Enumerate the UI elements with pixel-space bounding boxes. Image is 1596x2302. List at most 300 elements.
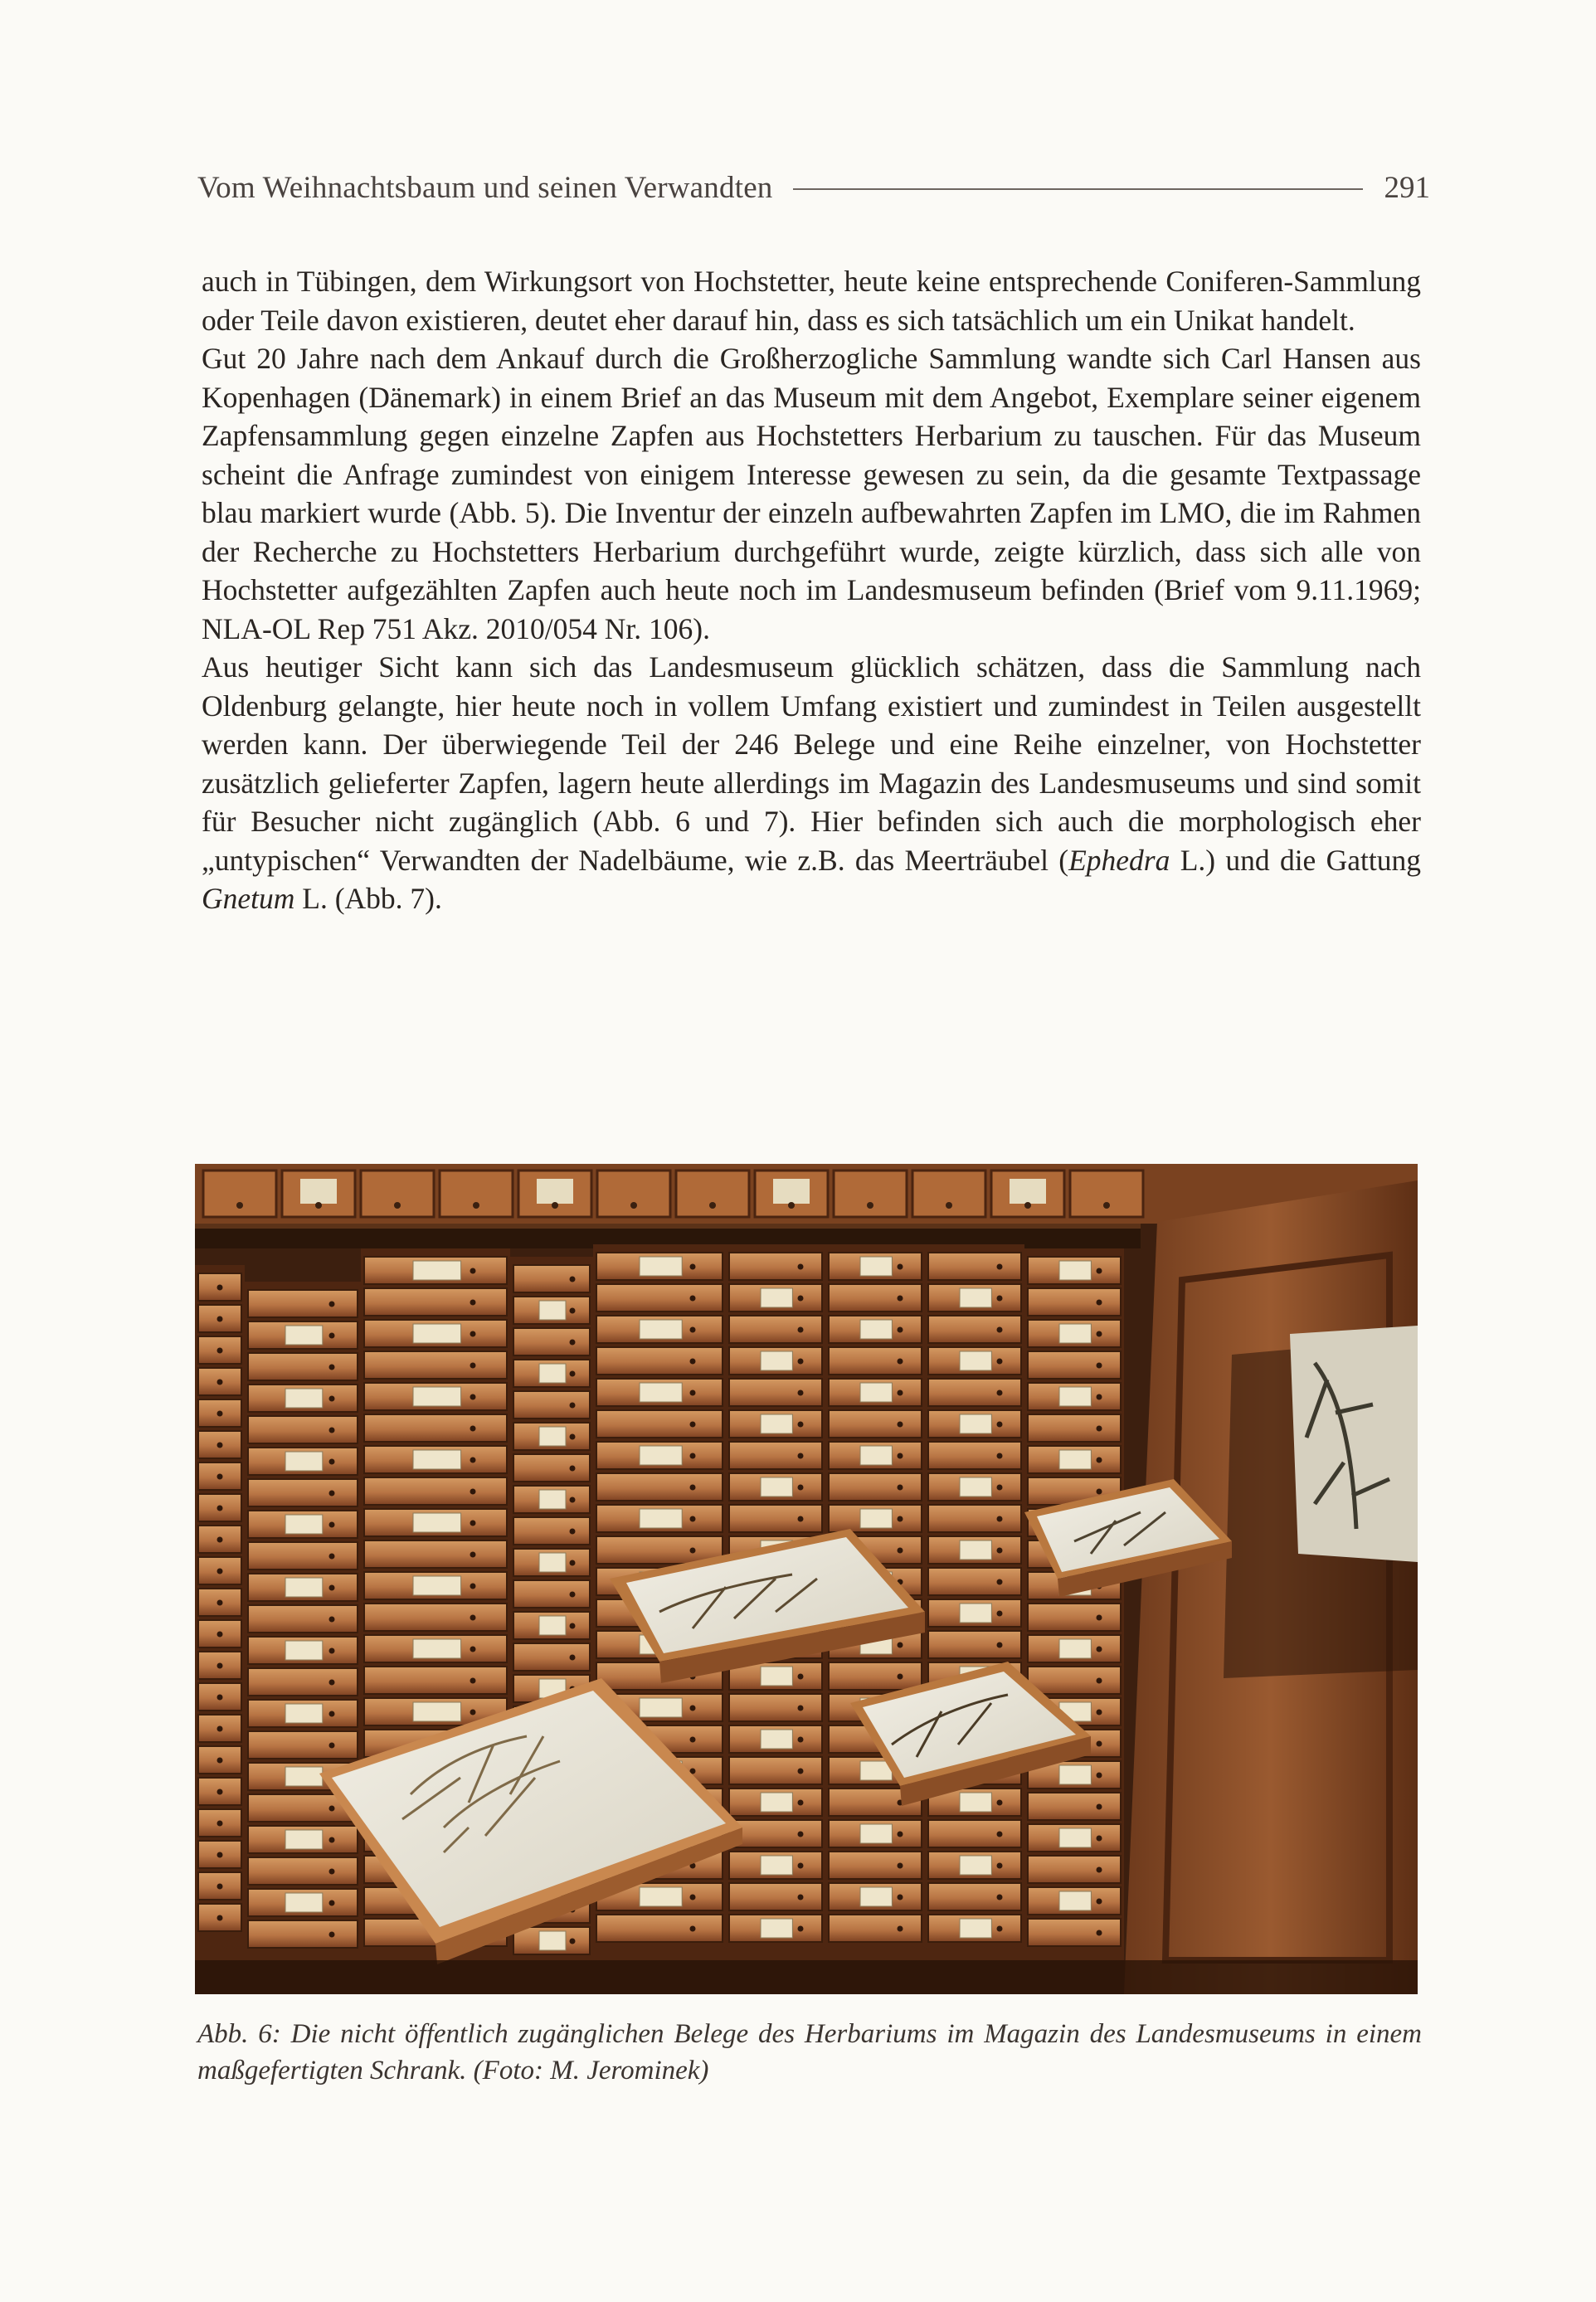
- drawer-label: [1059, 1324, 1091, 1343]
- drawer-label: [960, 1351, 991, 1370]
- drawer-knob: [798, 1706, 804, 1711]
- drawer-knob: [997, 1390, 1003, 1396]
- drawer-label: [640, 1446, 682, 1465]
- drawer-label: [960, 1793, 991, 1812]
- drawer-knob: [898, 1390, 903, 1396]
- drawer-knob: [1097, 1268, 1102, 1274]
- drawer-knob: [997, 1579, 1003, 1585]
- drawer-front: [248, 1353, 358, 1380]
- drawer-knob: [217, 1443, 223, 1448]
- drawer-knob: [1097, 1615, 1102, 1621]
- drawer-knob: [329, 1837, 335, 1843]
- genus-gnetum: Gnetum: [202, 882, 295, 915]
- drawer-label: [960, 1540, 991, 1560]
- drawer-front: [729, 1442, 822, 1469]
- drawer-label: [413, 1450, 461, 1469]
- drawer-knob: [470, 1363, 476, 1369]
- drawer-knob: [329, 1711, 335, 1717]
- drawer-knob: [217, 1600, 223, 1606]
- drawer-front: [364, 1540, 507, 1568]
- drawer-knob: [1097, 1836, 1102, 1842]
- drawer-knob: [1097, 1710, 1102, 1716]
- drawer-knob: [570, 1277, 576, 1282]
- drawer-label: [860, 1257, 892, 1276]
- drawer-knob: [997, 1422, 1003, 1428]
- drawer-front: [513, 1517, 590, 1545]
- drawer-label: [1059, 1765, 1091, 1784]
- drawer-knob: [329, 1932, 335, 1938]
- drawer-front: [248, 1290, 358, 1317]
- drawer-label: [1059, 1450, 1091, 1469]
- drawer-knob: [997, 1327, 1003, 1333]
- drawer-label: [761, 1351, 792, 1370]
- drawer-knob: [690, 1706, 696, 1711]
- drawer-knob: [1097, 1899, 1102, 1905]
- upper-drawer-front: [440, 1170, 513, 1217]
- drawer-label: [761, 1919, 792, 1938]
- drawer-knob: [470, 1331, 476, 1337]
- drawer-front: [248, 1857, 358, 1885]
- drawer-front: [729, 1883, 822, 1910]
- drawer-front: [248, 1920, 358, 1948]
- drawer-label: [285, 1578, 323, 1597]
- drawer-knob: [1097, 1773, 1102, 1779]
- drawer-front: [829, 1852, 922, 1879]
- drawer-knob: [997, 1926, 1003, 1932]
- drawer-knob: [997, 1643, 1003, 1648]
- drawer-knob: [394, 1202, 401, 1209]
- drawer-front: [364, 1414, 507, 1442]
- drawer-knob: [217, 1663, 223, 1669]
- drawer-label: [1059, 1639, 1091, 1658]
- drawer-knob: [690, 1926, 696, 1932]
- drawer-front: [248, 1668, 358, 1696]
- drawer-knob: [898, 1296, 903, 1302]
- drawer-knob: [898, 1926, 903, 1932]
- drawer-label: [860, 1509, 892, 1528]
- paragraph-3-text-c: L. (Abb. 7).: [294, 882, 442, 915]
- drawer-label: [1010, 1179, 1046, 1204]
- drawer-front: [596, 1473, 723, 1501]
- drawer-knob: [1097, 1647, 1102, 1652]
- drawer-label: [960, 1288, 991, 1307]
- drawer-knob: [329, 1900, 335, 1906]
- drawer-knob: [997, 1832, 1003, 1837]
- drawer-front: [364, 1477, 507, 1505]
- upper-drawer-front: [912, 1170, 985, 1217]
- drawer-label: [1059, 1828, 1091, 1847]
- drawer-knob: [217, 1852, 223, 1858]
- drawer-knob: [997, 1863, 1003, 1869]
- drawer-label: [300, 1179, 337, 1204]
- drawer-label: [1059, 1891, 1091, 1910]
- drawer-knob: [1097, 1489, 1102, 1495]
- drawer-front: [1028, 1414, 1121, 1442]
- drawer-knob: [1097, 1741, 1102, 1747]
- drawer-knob: [217, 1695, 223, 1701]
- drawer-knob: [570, 1529, 576, 1535]
- drawer-knob: [470, 1521, 476, 1526]
- drawer-front: [248, 1416, 358, 1443]
- drawer-knob: [898, 1895, 903, 1900]
- drawer-knob: [470, 1489, 476, 1495]
- upper-drawer-front: [834, 1170, 907, 1217]
- drawer-knob: [217, 1411, 223, 1417]
- drawer-knob: [329, 1617, 335, 1623]
- drawer-knob: [997, 1264, 1003, 1270]
- drawer-knob: [1024, 1202, 1031, 1209]
- drawer-knob: [898, 1327, 903, 1333]
- drawer-front: [928, 1379, 1021, 1406]
- drawer-knob: [570, 1623, 576, 1629]
- drawer-knob: [997, 1548, 1003, 1554]
- drawer-knob: [690, 1485, 696, 1491]
- drawer-label: [761, 1288, 792, 1307]
- drawer-knob: [470, 1584, 476, 1589]
- drawer-front: [513, 1580, 590, 1608]
- drawer-label: [537, 1179, 573, 1204]
- drawer-front: [513, 1643, 590, 1671]
- drawer-knob: [898, 1359, 903, 1365]
- drawer-knob: [898, 1485, 903, 1491]
- drawer-label: [960, 1856, 991, 1875]
- upper-drawer-front: [361, 1170, 434, 1217]
- drawer-front: [829, 1284, 922, 1312]
- drawer-knob: [217, 1348, 223, 1354]
- drawer-knob: [997, 1359, 1003, 1365]
- paragraph-3-text-b: L.) und die Gattung: [1170, 843, 1421, 877]
- drawer-front: [928, 1631, 1021, 1658]
- drawer-knob: [329, 1743, 335, 1749]
- drawer-knob: [217, 1506, 223, 1511]
- drawer-label: [1059, 1261, 1091, 1280]
- drawer-label: [285, 1389, 323, 1408]
- drawer-front: [729, 1757, 822, 1784]
- drawer-label: [413, 1576, 461, 1595]
- drawer-label: [640, 1698, 682, 1717]
- drawer-knob: [329, 1333, 335, 1339]
- drawer-knob: [1097, 1678, 1102, 1684]
- paragraph-3-text-a: Aus heutiger Sicht kann sich das Landesmuseum glücklich schätzen, dass die Sammlung nach Oldenburg gelangte, hier heute noch in vollem Umfang existiert und zumindest in Teilen ausgestellt werden kann. Der überwiegende Teil der 246 Belege und eine Reihe einzelner, von Hochstetter zusätzlich gelieferter Zapfen, lagern heute allerdings im Magazin des Landesmuseums und sind somit für Besucher nicht zugänglich (Abb. 6 und 7). Hier befinden sich auch die morphologisch eher „untypischen“ Verwandten der Nadelbäume, wie z.B. das Meerträubel (: [202, 650, 1421, 877]
- drawer-label: [773, 1179, 810, 1204]
- drawer-knob: [798, 1674, 804, 1680]
- drawer-knob: [570, 1560, 576, 1566]
- drawer-knob: [788, 1202, 795, 1209]
- drawer-knob: [867, 1202, 873, 1209]
- drawer-knob: [570, 1371, 576, 1377]
- drawer-knob: [798, 1485, 804, 1491]
- figure-caption: Abb. 6: Die nicht öffentlich zugänglichen Belege des Herbariums im Magazin des Landesmuseums in einem maßgefertigten Schrank. (Foto: M. Jerominek): [197, 2019, 1422, 2085]
- drawer-label: [285, 1830, 323, 1849]
- drawer-knob: [329, 1459, 335, 1465]
- drawer-knob: [570, 1340, 576, 1346]
- drawer-knob: [690, 1264, 696, 1270]
- drawer-knob: [329, 1554, 335, 1560]
- drawer-knob: [630, 1202, 637, 1209]
- drawer-front: [1028, 1288, 1121, 1316]
- drawer-label: [960, 1919, 991, 1938]
- drawer-knob: [798, 1453, 804, 1459]
- drawer-knob: [329, 1869, 335, 1875]
- drawer-front: [1028, 1604, 1121, 1631]
- drawer-knob: [217, 1915, 223, 1921]
- drawer-knob: [217, 1789, 223, 1795]
- drawer-knob: [329, 1396, 335, 1402]
- drawer-knob: [329, 1522, 335, 1528]
- drawer-knob: [470, 1300, 476, 1306]
- drawer-label: [285, 1704, 323, 1723]
- drawer-knob: [690, 1548, 696, 1554]
- drawer-knob: [217, 1758, 223, 1764]
- drawer-label: [413, 1513, 461, 1532]
- drawer-knob: [217, 1474, 223, 1480]
- drawer-front: [1028, 1667, 1121, 1694]
- drawer-label: [640, 1509, 682, 1528]
- drawer-knob: [997, 1800, 1003, 1806]
- drawer-knob: [798, 1832, 804, 1837]
- drawer-front: [248, 1731, 358, 1759]
- drawer-knob: [217, 1380, 223, 1385]
- drawer-knob: [470, 1268, 476, 1274]
- drawer-front: [248, 1479, 358, 1506]
- drawer-label: [761, 1414, 792, 1433]
- drawer-knob: [690, 1390, 696, 1396]
- drawer-knob: [1097, 1331, 1102, 1337]
- drawer-label: [640, 1887, 682, 1906]
- drawer-knob: [1097, 1394, 1102, 1400]
- drawer-knob: [997, 1611, 1003, 1617]
- drawer-label: [1059, 1387, 1091, 1406]
- drawer-label: [860, 1383, 892, 1402]
- drawer-knob: [217, 1726, 223, 1732]
- drawer-front: [729, 1505, 822, 1532]
- drawer-knob: [570, 1308, 576, 1314]
- drawer-knob: [570, 1592, 576, 1598]
- drawer-knob: [470, 1710, 476, 1716]
- drawer-knob: [798, 1296, 804, 1302]
- drawer-knob: [1097, 1867, 1102, 1873]
- drawer-front: [513, 1391, 590, 1419]
- drawer-front: [729, 1379, 822, 1406]
- drawer-label: [285, 1326, 323, 1345]
- drawer-front: [729, 1820, 822, 1847]
- upper-drawer-front: [1070, 1170, 1143, 1217]
- drawer-knob: [473, 1202, 479, 1209]
- drawer-knob: [997, 1516, 1003, 1522]
- drawer-front: [829, 1410, 922, 1438]
- drawer-knob: [709, 1202, 716, 1209]
- drawer-knob: [997, 1296, 1003, 1302]
- drawer-knob: [470, 1615, 476, 1621]
- drawer-knob: [217, 1569, 223, 1574]
- drawer-label: [761, 1667, 792, 1686]
- drawer-label: [960, 1604, 991, 1623]
- drawer-label: [539, 1931, 566, 1950]
- drawer-knob: [798, 1359, 804, 1365]
- drawer-knob: [1097, 1363, 1102, 1369]
- drawer-knob: [798, 1327, 804, 1333]
- drawer-front: [729, 1253, 822, 1280]
- drawer-front: [928, 1568, 1021, 1595]
- drawer-label: [860, 1824, 892, 1843]
- drawer-knob: [898, 1643, 903, 1648]
- drawer-label: [960, 1414, 991, 1433]
- drawer-knob: [798, 1895, 804, 1900]
- drawer-label: [539, 1301, 566, 1320]
- drawer-front: [248, 1605, 358, 1633]
- drawer-knob: [470, 1678, 476, 1684]
- drawer-knob: [898, 1674, 903, 1680]
- drawer-knob: [329, 1302, 335, 1307]
- upper-drawer-front: [597, 1170, 670, 1217]
- drawer-knob: [798, 1800, 804, 1806]
- drawer-front: [928, 1316, 1021, 1343]
- drawer-knob: [570, 1939, 576, 1944]
- drawer-front: [1028, 1793, 1121, 1820]
- drawer-knob: [690, 1453, 696, 1459]
- drawer-knob: [690, 1895, 696, 1900]
- drawer-front: [829, 1915, 922, 1942]
- running-head: [197, 163, 1430, 212]
- drawer-knob: [236, 1202, 243, 1209]
- drawer-label: [285, 1767, 323, 1786]
- drawer-knob: [690, 1327, 696, 1333]
- drawer-knob: [470, 1426, 476, 1432]
- drawer-knob: [217, 1285, 223, 1291]
- drawer-label: [960, 1477, 991, 1497]
- drawer-knob: [898, 1863, 903, 1869]
- drawer-knob: [329, 1428, 335, 1433]
- page-number: 291: [1384, 170, 1430, 205]
- figure-photo: [195, 1164, 1418, 1994]
- drawer-knob: [798, 1737, 804, 1743]
- drawer-label: [761, 1793, 792, 1812]
- drawer-knob: [1097, 1426, 1102, 1432]
- drawer-knob: [798, 1390, 804, 1396]
- drawer-front: [928, 1505, 1021, 1532]
- paragraph-2: Gut 20 Jahre nach dem Ankauf durch die Großherzogliche Sammlung wandte sich Carl Hansen aus Kopenhagen (Dänemark) in einem Brief an das Museum mit dem Angebot, Exemplare seiner eigenem Zapfensammlung gegen einzelne Zapfen aus Hochstetters Herbarium zu tauschen. Für das Museum scheint die Anfrage zumindest von einigem Interesse gewesen zu sein, da die gesamte Textpassage blau markiert wurde (Abb. 5). Die Inventur der einzeln aufbewahrten Zapfen im LMO, die im Rahmen der Recherche zu Hochstetters Herbarium durchgeführt wurde, zeigte kürzlich, dass sich alle von Hochstetter aufgezählten Zapfen auch heute noch im Landesmuseum befinden (Brief vom 9.11.1969; NLA-OL Rep 751 Akz. 2010/054 Nr. 106).: [202, 342, 1421, 645]
- drawer-label: [539, 1490, 566, 1509]
- drawer-knob: [552, 1202, 558, 1209]
- drawer-knob: [898, 1422, 903, 1428]
- drawer-front: [1028, 1856, 1121, 1883]
- drawer-label: [539, 1553, 566, 1572]
- genus-ephedra: Ephedra: [1068, 843, 1170, 877]
- drawer-knob: [570, 1434, 576, 1440]
- drawer-knob: [1097, 1458, 1102, 1463]
- drawer-front: [596, 1347, 723, 1375]
- drawer-label: [640, 1257, 682, 1276]
- drawer-knob: [329, 1491, 335, 1497]
- drawer-knob: [690, 1737, 696, 1743]
- drawer-knob: [898, 1516, 903, 1522]
- drawer-front: [596, 1915, 723, 1942]
- drawer-knob: [217, 1316, 223, 1322]
- drawer-knob: [329, 1680, 335, 1686]
- drawer-label: [761, 1730, 792, 1749]
- drawer-front: [829, 1347, 922, 1375]
- drawer-knob: [798, 1926, 804, 1932]
- drawer-knob: [798, 1422, 804, 1428]
- drawer-knob: [997, 1895, 1003, 1900]
- drawer-label: [539, 1616, 566, 1635]
- drawer-label: [413, 1261, 461, 1280]
- drawer-knob: [798, 1769, 804, 1774]
- drawer-front: [928, 1442, 1021, 1469]
- drawer-label: [285, 1515, 323, 1534]
- body-text: [202, 262, 1421, 918]
- drawer-label: [285, 1641, 323, 1660]
- drawer-front: [928, 1253, 1021, 1280]
- drawer-label: [285, 1893, 323, 1912]
- drawer-front: [248, 1542, 358, 1570]
- drawer-knob: [570, 1403, 576, 1409]
- drawer-front: [928, 1883, 1021, 1910]
- drawer-knob: [898, 1548, 903, 1554]
- drawer-front: [513, 1265, 590, 1292]
- drawer-label: [413, 1639, 461, 1658]
- drawer-knob: [329, 1648, 335, 1654]
- drawer-knob: [798, 1516, 804, 1522]
- drawer-knob: [570, 1466, 576, 1472]
- drawer-knob: [217, 1632, 223, 1638]
- drawer-front: [1028, 1919, 1121, 1946]
- drawer-knob: [329, 1806, 335, 1812]
- herbarium-cabinet-photo: [195, 1164, 1418, 1994]
- drawer-label: [860, 1320, 892, 1339]
- drawer-front: [596, 1410, 723, 1438]
- drawer-label: [761, 1856, 792, 1875]
- drawer-knob: [798, 1863, 804, 1869]
- drawer-knob: [570, 1497, 576, 1503]
- drawer-knob: [898, 1453, 903, 1459]
- drawer-knob: [898, 1832, 903, 1837]
- drawer-knob: [470, 1647, 476, 1652]
- drawer-knob: [217, 1884, 223, 1890]
- drawer-label: [413, 1702, 461, 1721]
- drawer-label: [413, 1387, 461, 1406]
- paragraph-1: auch in Tübingen, dem Wirkungsort von Hochstetter, heute keine entsprechende Coniferen-Sammlung oder Teile davon existieren, deutet eher darauf hin, dass es sich tatsächlich um ein Unikat handelt.: [202, 265, 1421, 337]
- drawer-knob: [690, 1296, 696, 1302]
- drawer-front: [596, 1284, 723, 1312]
- drawer-knob: [1103, 1202, 1110, 1209]
- drawer-knob: [329, 1585, 335, 1591]
- drawer-knob: [1097, 1930, 1102, 1936]
- drawer-label: [285, 1452, 323, 1471]
- drawer-knob: [690, 1516, 696, 1522]
- drawer-knob: [997, 1453, 1003, 1459]
- drawer-label: [539, 1364, 566, 1383]
- drawer-label: [640, 1320, 682, 1339]
- upper-drawer-front: [676, 1170, 749, 1217]
- drawer-front: [513, 1454, 590, 1482]
- drawer-knob: [1097, 1804, 1102, 1810]
- drawer-front: [928, 1820, 1021, 1847]
- drawer-knob: [570, 1655, 576, 1661]
- drawer-front: [364, 1288, 507, 1316]
- drawer-knob: [898, 1264, 903, 1270]
- drawer-knob: [798, 1264, 804, 1270]
- drawer-front: [829, 1662, 922, 1690]
- drawer-knob: [470, 1394, 476, 1400]
- drawer-knob: [690, 1359, 696, 1365]
- drawer-knob: [690, 1422, 696, 1428]
- drawer-front: [729, 1316, 822, 1343]
- drawer-knob: [1097, 1300, 1102, 1306]
- drawer-knob: [315, 1202, 322, 1209]
- drawer-front: [364, 1667, 507, 1694]
- drawer-front: [829, 1473, 922, 1501]
